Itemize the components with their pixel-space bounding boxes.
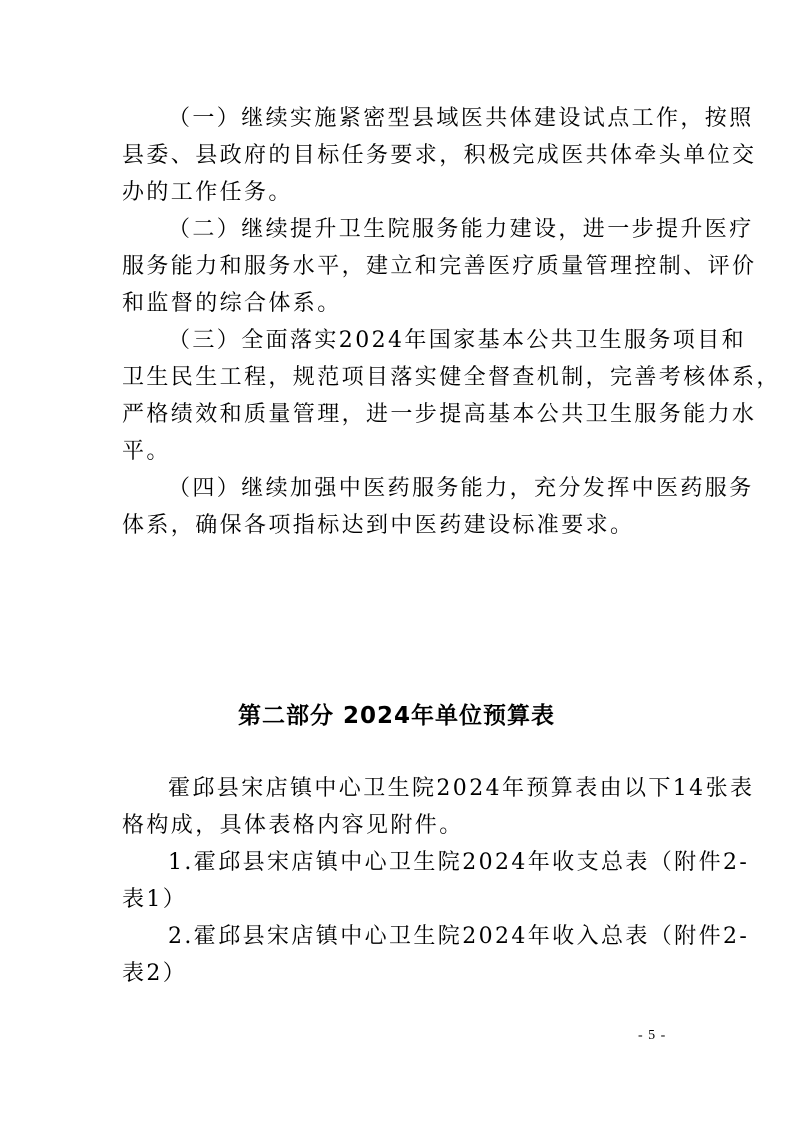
text-line: 表1）	[122, 887, 188, 912]
list-item-table-2	[122, 918, 750, 992]
text-line: （四）继续加强中医药服务能力，充分发挥中医药服务	[168, 476, 754, 501]
text-line: 和监督的综合体系。	[122, 291, 342, 316]
text-line: 霍邱县宋店镇中心卫生院2024年预算表由以下14张表	[168, 776, 755, 801]
text-line: 平。	[122, 439, 171, 464]
page-number: - 5 -	[638, 1028, 667, 1043]
paragraph-task-2	[122, 211, 757, 322]
text-line: 表2）	[122, 961, 188, 986]
text-line: 体系，确保各项指标达到中医药建设标准要求。	[122, 513, 635, 538]
text-line: （一）继续实施紧密型县域医共体建设试点工作，按照	[168, 106, 754, 131]
text-line: （三）全面落实2024年国家基本公共卫生服务项目和	[168, 328, 746, 353]
text-line: 2.霍邱县宋店镇中心卫生院2024年收入总表（附件2-	[168, 924, 750, 949]
paragraph-task-3	[122, 322, 781, 470]
text-line: 县委、县政府的目标任务要求，积极完成医共体牵头单位交	[122, 143, 757, 168]
paragraph-task-4	[122, 470, 754, 544]
text-line: 1.霍邱县宋店镇中心卫生院2024年收支总表（附件2-	[168, 850, 750, 875]
section-heading: 第二部分 2024年单位预算表	[237, 703, 556, 729]
text-line: 服务能力和服务水平，建立和完善医疗质量管理控制、评价	[122, 254, 757, 279]
text-line: 办的工作任务。	[122, 180, 293, 205]
paragraph-intro	[122, 770, 755, 844]
text-line: 卫生民生工程，规范项目落实健全督查机制，完善考核体系，	[122, 365, 781, 390]
text-line: 格构成，具体表格内容见附件。	[122, 813, 464, 838]
list-item-table-1	[122, 844, 750, 918]
text-line: （二）继续提升卫生院服务能力建设，进一步提升医疗	[168, 217, 754, 242]
text-line: 严格绩效和质量管理，进一步提高基本公共卫生服务能力水	[122, 402, 757, 427]
paragraph-task-1	[122, 100, 757, 211]
